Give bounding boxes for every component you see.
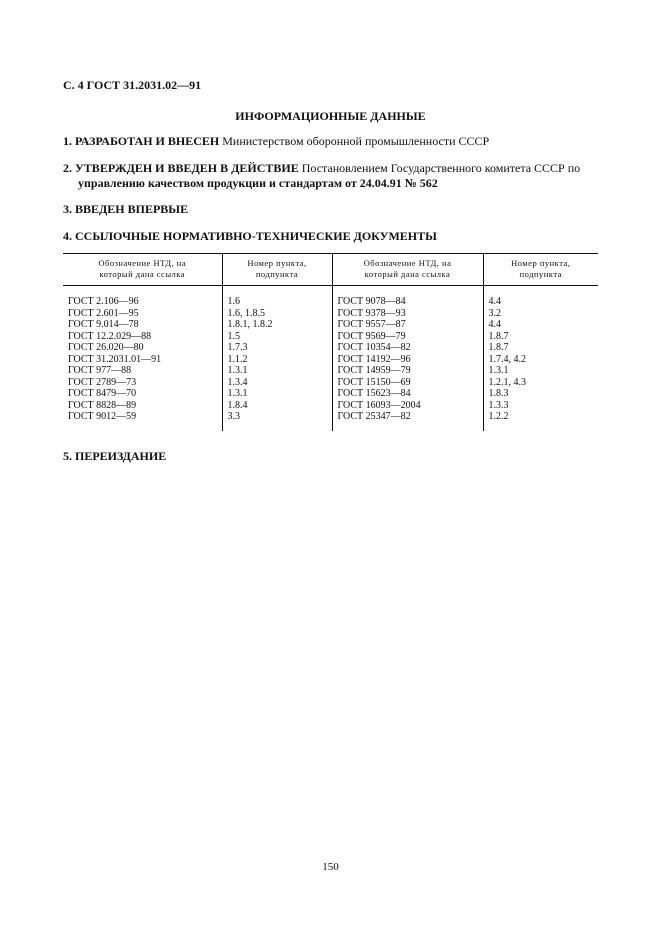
ref-doc-left: ГОСТ 9012—59: [68, 411, 137, 422]
item-reissue: 5. ПЕРЕИЗДАНИЕ: [63, 449, 167, 463]
item-approved: [63, 160, 580, 176]
item-developed-text: Министерством оборонной промышленности СССР: [222, 134, 490, 148]
ref-item-left: 1.3.4: [222, 377, 332, 389]
ref-item-right: 1.3.1: [483, 365, 598, 377]
ref-doc-left: ГОСТ 31.2031.01—91: [68, 353, 162, 365]
table-row: [63, 377, 598, 389]
table-row: [63, 331, 598, 343]
ref-item-left: 3.3: [222, 411, 332, 423]
table-row: [63, 296, 598, 308]
ref-item-left: 1.1.2: [222, 354, 332, 366]
header-doc-right: Обозначение НТД, на который дана ссылка: [332, 254, 483, 286]
table-row: [63, 400, 598, 412]
ref-doc-left: ГОСТ 8479—70: [68, 388, 137, 399]
ref-item-left: 1.3.1: [222, 388, 332, 400]
ref-doc-right: ГОСТ 9569—79: [332, 331, 483, 343]
reference-table-header: [63, 254, 598, 286]
page-number: 150: [322, 861, 339, 873]
header-item-right: Номер пункта, подпункта: [483, 254, 598, 286]
ref-item-right: 1.8.3: [483, 388, 598, 400]
ref-item-left: 1.5: [222, 331, 332, 343]
ref-doc-left: ГОСТ 2.601—95: [68, 307, 139, 319]
ref-item-right: 1.2.1, 4.3: [483, 377, 598, 389]
ref-item-right: 1.7.4, 4.2: [483, 354, 598, 366]
ref-item-right: 1.8.7: [483, 342, 598, 354]
item-developed-lead: 1. РАЗРАБОТАН И ВНЕСЕН: [63, 134, 220, 148]
item-first-introduced: 3. ВВЕДЕН ВПЕРВЫЕ: [63, 202, 189, 216]
ref-doc-left: ГОСТ 12.2.029—88: [68, 330, 152, 342]
ref-doc-left: ГОСТ 2789—73: [68, 376, 137, 388]
ref-item-right: 1.8.7: [483, 331, 598, 343]
table-row: [63, 319, 598, 331]
ref-item-right: 4.4: [483, 296, 598, 308]
section-title: ИНФОРМАЦИОННЫЕ ДАННЫЕ: [235, 109, 426, 123]
ref-doc-right: ГОСТ 15150—69: [332, 377, 483, 389]
table-row: [63, 308, 598, 320]
ref-doc-right: ГОСТ 16093—2004: [332, 400, 483, 412]
ref-item-right: 4.4: [483, 319, 598, 331]
ref-doc-right: ГОСТ 14959—79: [332, 365, 483, 377]
ref-item-left: 1.7.3: [222, 342, 332, 354]
table-row: [63, 354, 598, 366]
table-tail-row: [63, 423, 598, 431]
header-doc-left: Обозначение НТД, на который дана ссылка: [63, 254, 222, 286]
item-approved-text: Постановлением Государственного комитета СССР по: [301, 161, 581, 175]
page-header: С. 4 ГОСТ 31.2031.02—91: [63, 78, 202, 92]
table-spacer-row: [63, 286, 598, 297]
ref-doc-right: ГОСТ 9378—93: [332, 308, 483, 320]
ref-item-left: 1.6, 1.8.5: [222, 308, 332, 320]
ref-item-left: 1.3.1: [222, 365, 332, 377]
ref-item-left: 1.8.4: [222, 400, 332, 412]
ref-doc-left: ГОСТ 2.106—96: [68, 296, 139, 307]
table-row: [63, 388, 598, 400]
item-approved-lead: 2. УТВЕРЖДЕН И ВВЕДЕН В ДЕЙСТВИЕ: [63, 161, 299, 175]
table-row: [63, 342, 598, 354]
ref-doc-right: ГОСТ 9557—87: [332, 319, 483, 331]
item-developed: [63, 133, 489, 149]
ref-doc-right: ГОСТ 15623—84: [332, 388, 483, 400]
ref-doc-right: ГОСТ 14192—96: [332, 354, 483, 366]
ref-doc-left: ГОСТ 8828—89: [68, 399, 137, 411]
ref-item-left: 1.8.1, 1.8.2: [222, 319, 332, 331]
item-approved-line2: управлению качеством продукции и стандартам от 24.04.91 № 562: [78, 176, 438, 190]
reference-table: [63, 253, 598, 431]
header-item-left: Номер пункта, подпункта: [222, 254, 332, 286]
ref-doc-left: ГОСТ 9.014—78: [68, 319, 139, 330]
ref-doc-right: ГОСТ 9078—84: [332, 296, 483, 308]
ref-item-right: 1.2.2: [483, 411, 598, 423]
ref-doc-left: ГОСТ 26.020—80: [68, 342, 144, 353]
table-row: [63, 365, 598, 377]
table-row: [63, 411, 598, 423]
ref-doc-left: ГОСТ 977—88: [68, 365, 132, 376]
ref-doc-right: ГОСТ 10354—82: [332, 342, 483, 354]
ref-item-right: 3.2: [483, 308, 598, 320]
item-reference-docs: 4. ССЫЛОЧНЫЕ НОРМАТИВНО-ТЕХНИЧЕСКИЕ ДОКУМЕНТЫ: [63, 229, 437, 243]
ref-doc-right: ГОСТ 25347—82: [332, 411, 483, 423]
ref-item-right: 1.3.3: [483, 400, 598, 412]
reference-table-body: [63, 286, 598, 431]
ref-item-left: 1.6: [222, 296, 332, 308]
